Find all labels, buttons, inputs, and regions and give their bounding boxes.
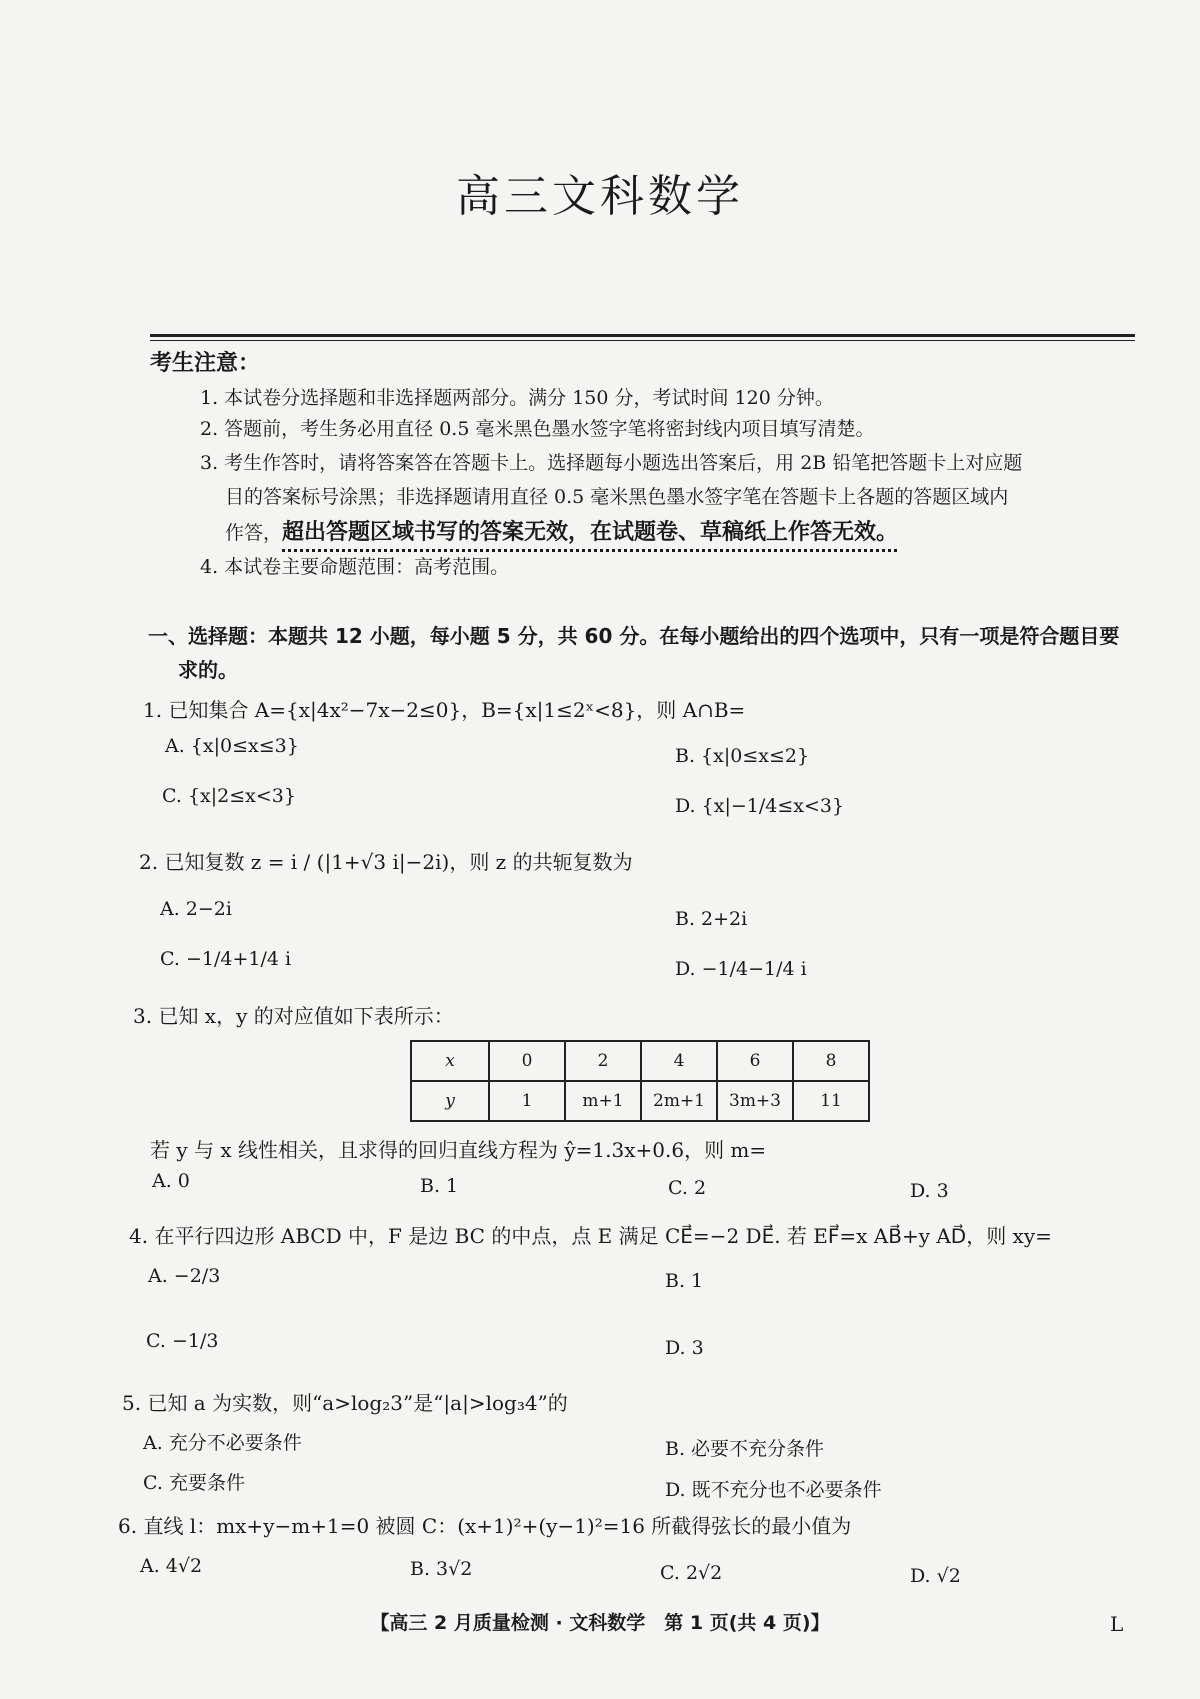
question-2-stem: 2. 已知复数 z = i / (|1+√3 i|−2i)，则 z 的共轭复数为 — [139, 850, 633, 874]
corner-mark: L — [1110, 1612, 1124, 1636]
notice-line: 2. 答题前，考生务必用直径 0.5 毫米黑色墨水签字笔将密封线内项目填写清楚。 — [200, 418, 875, 440]
option: A. 充分不必要条件 — [143, 1432, 302, 1454]
option: C. 充要条件 — [143, 1472, 245, 1494]
table-cell: 11 — [793, 1081, 869, 1121]
table-cell: 4 — [641, 1041, 717, 1081]
question-6-stem: 6. 直线 l：mx+y−m+1=0 被圆 C：(x+1)²+(y−1)²=16 所截得弦长的最小值为 — [118, 1514, 852, 1538]
option: B. 1 — [665, 1270, 704, 1292]
option: C. −1/3 — [146, 1330, 219, 1352]
divider — [150, 340, 1135, 341]
table-row — [411, 1041, 869, 1081]
option: D. 既不充分也不必要条件 — [665, 1479, 882, 1501]
page-footer: 【高三 2 月质量检测 · 文科数学 第 1 页(共 4 页)】 — [370, 1612, 830, 1634]
notice-line: 1. 本试卷分选择题和非选择题两部分。满分 150 分，考试时间 120 分钟。 — [200, 387, 834, 409]
xy-table — [410, 1040, 870, 1122]
option: D. {x|−1/4≤x<3} — [675, 795, 845, 817]
section-heading-cont: 求的。 — [178, 658, 238, 682]
table-cell: y — [411, 1081, 489, 1121]
notice-line: 3. 考生作答时，请将答案答在答题卡上。选择题每小题选出答案后，用 2B 铅笔把答题卡上对应题 — [200, 452, 1023, 474]
notice-line: 4. 本试卷主要命题范围：高考范围。 — [200, 556, 510, 578]
notice-line-emphasis — [225, 515, 898, 546]
option: C. 2√2 — [660, 1562, 723, 1584]
table-cell: 3m+3 — [717, 1081, 793, 1121]
option: D. √2 — [910, 1565, 961, 1587]
question-3-stem: 3. 已知 x，y 的对应值如下表所示： — [133, 1004, 454, 1028]
option: D. 3 — [910, 1180, 949, 1202]
table-cell: 8 — [793, 1041, 869, 1081]
table-cell: 0 — [489, 1041, 565, 1081]
question-4-stem: 4. 在平行四边形 ABCD 中，F 是边 BC 的中点，点 E 满足 CE⃗=−2 DE⃗. 若 EF⃗=x AB⃗+y AD⃗，则 xy= — [129, 1224, 1052, 1248]
option: A. −2/3 — [148, 1265, 221, 1287]
table-cell: 6 — [717, 1041, 793, 1081]
option: B. 必要不充分条件 — [665, 1438, 825, 1460]
option: B. 1 — [420, 1175, 459, 1197]
table-row — [411, 1081, 869, 1121]
option: C. {x|2≤x<3} — [162, 785, 296, 807]
question-1-stem: 1. 已知集合 A={x|4x²−7x−2≤0}，B={x|1≤2ˣ<8}，则 A∩B= — [143, 698, 746, 722]
divider — [150, 334, 1135, 337]
option: B. 2+2i — [675, 908, 748, 930]
option: A. 0 — [152, 1170, 190, 1192]
option: D. 3 — [665, 1337, 704, 1359]
table-cell: m+1 — [565, 1081, 641, 1121]
table-cell: 2m+1 — [641, 1081, 717, 1121]
table-cell: 1 — [489, 1081, 565, 1121]
option: A. {x|0≤x≤3} — [165, 735, 299, 757]
question-3-stem-2: 若 y 与 x 线性相关，且求得的回归直线方程为 ŷ=1.3x+0.6，则 m= — [150, 1138, 767, 1162]
option: A. 4√2 — [140, 1555, 203, 1577]
option: B. 3√2 — [410, 1558, 473, 1580]
option: D. −1/4−1/4 i — [675, 958, 807, 980]
notice-line: 目的答案标号涂黑；非选择题请用直径 0.5 毫米黑色墨水签字笔在答题卡上各题的答题区域内 — [225, 486, 1009, 508]
notice-prefix: 作答， — [225, 522, 283, 544]
option: C. −1/4+1/4 i — [160, 948, 292, 970]
notice-emphasis: 超出答题区域书写的答案无效，在试题卷、草稿纸上作答无效。 — [282, 520, 899, 545]
option: C. 2 — [668, 1177, 707, 1199]
question-5-stem: 5. 已知 a 为实数，则“a>log₂3”是“|a|>log₃4”的 — [122, 1391, 568, 1415]
table-cell: 2 — [565, 1041, 641, 1081]
notice-heading: 考生注意： — [150, 350, 261, 376]
table-cell: x — [411, 1041, 489, 1081]
option: B. {x|0≤x≤2} — [675, 745, 810, 767]
section-heading: 一、选择题：本题共 12 小题，每小题 5 分，共 60 分。在每小题给出的四个选项中，只有一项是符合题目要 — [148, 624, 1120, 648]
page-title: 高三文科数学 — [456, 171, 744, 222]
option: A. 2−2i — [160, 898, 232, 920]
